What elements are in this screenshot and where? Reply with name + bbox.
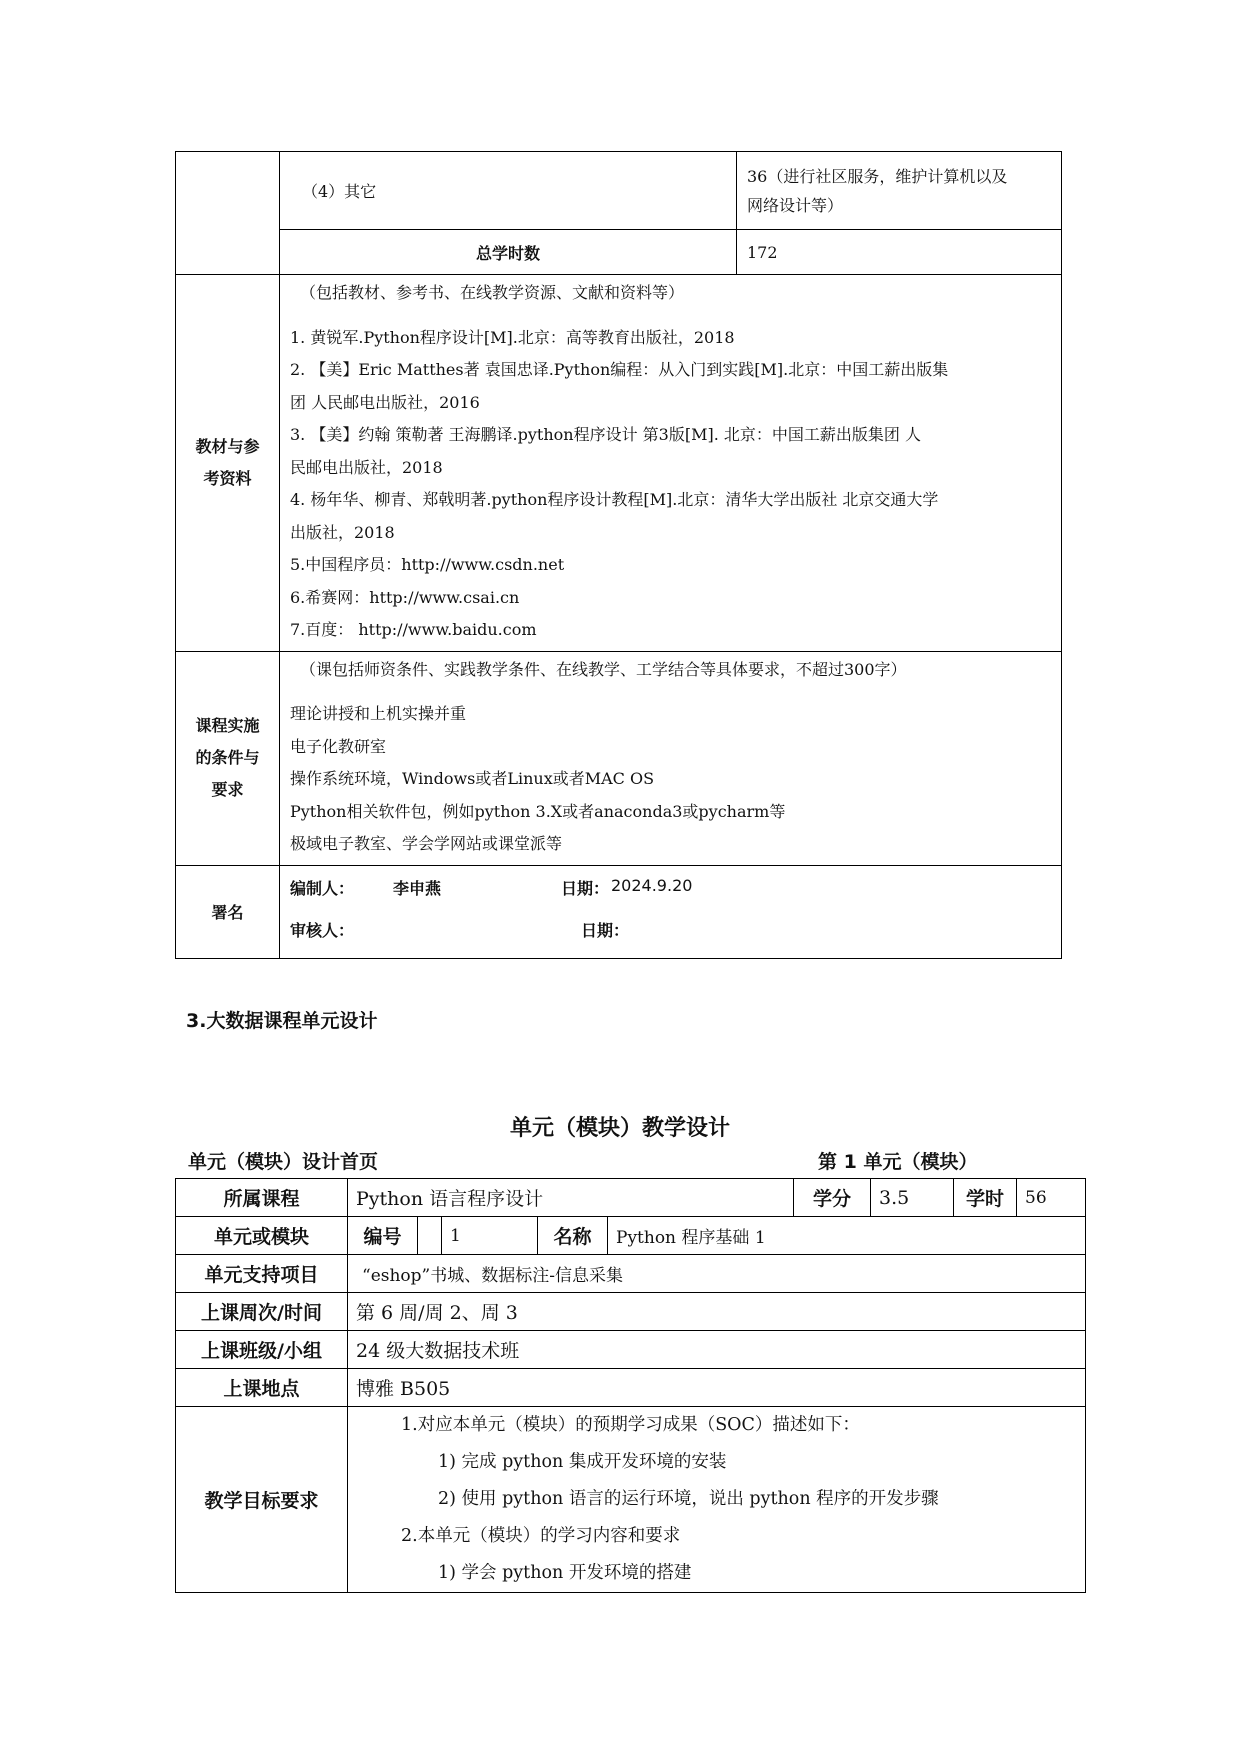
goals-line: 1) 完成 python 集成开发环境的安装	[438, 1452, 727, 1472]
materials-hint: （包括教材、参考书、在线教学资源、文献和资料等）	[300, 283, 685, 302]
goals-line: 1) 学会 python 开发环境的搭建	[438, 1563, 692, 1583]
credit-value: 3.5	[871, 1179, 954, 1217]
hours-label: 学时	[954, 1179, 1017, 1217]
conditions-hint: （课包括师资条件、实践教学条件、在线教学、工学结合等具体要求，不超过300字）	[300, 659, 907, 679]
editor-name: 李申燕	[393, 878, 442, 898]
reference-item: 7.百度： http://www.baidu.com	[290, 620, 537, 639]
conditions-label: 课程实施 的条件与 要求	[176, 651, 280, 865]
total-hours-label: 总学时数	[280, 230, 737, 275]
other-value: 36（进行社区服务，维护计算机以及 网络设计等）	[737, 152, 1062, 230]
goals-line: 1.对应本单元（模块）的预期学习成果（SOC）描述如下：	[401, 1415, 860, 1435]
reference-item: 出版社，2018	[290, 522, 395, 542]
course-info-table	[175, 151, 1062, 959]
reference-item: 1. 黄锐军.Python程序设计[M].北京：高等教育出版社，2018	[290, 327, 735, 347]
unit-title: 单元（模块）教学设计	[509, 1116, 730, 1141]
date-value: 2024.9.20	[611, 875, 693, 895]
reference-item: 3. 【美】约翰 策勒著 王海鹏译.python程序设计 第3版[M]. 北京：中国工薪出版集团 人	[290, 425, 921, 444]
reference-item: 团 人民邮电出版社，2016	[290, 392, 480, 412]
number-label: 编号	[348, 1217, 418, 1255]
section-heading: 3.大数据课程单元设计	[186, 1010, 378, 1032]
goals-content	[348, 1407, 1086, 1593]
number-value: 1	[442, 1217, 538, 1255]
project-value: “eshop”书城、数据标注-信息采集	[348, 1255, 1086, 1293]
course-value: Python 语言程序设计	[348, 1179, 794, 1217]
goals-line: 2.本单元（模块）的学习内容和要求	[401, 1526, 681, 1546]
condition-item: 电子化教研室	[290, 736, 387, 756]
reference-item: 6.希赛网：http://www.csai.cn	[290, 587, 520, 607]
number-spacer	[418, 1217, 442, 1255]
sign-content	[280, 865, 1062, 958]
name-value: Python 程序基础 1	[608, 1217, 1086, 1255]
reference-item: 4. 杨年华、柳青、郑戟明著.python程序设计教程[M].北京：清华大学出版社 北京交通大学	[290, 490, 939, 509]
week-label: 上课周次/时间	[176, 1293, 348, 1331]
goals-line: 2) 使用 python 语言的运行环境，说出 python 程序的开发步骤	[438, 1489, 939, 1509]
materials-content	[280, 275, 1062, 652]
condition-item: 理论讲授和上机实操并重	[290, 704, 467, 723]
reference-item: 民邮电出版社，2018	[290, 457, 443, 477]
reference-item: 2. 【美】Eric Matthes著 袁国忠译.Python编程：从入门到实践[M].北京：中国工薪出版集	[290, 360, 949, 379]
reference-item: 5.中国程序员：http://www.csdn.net	[290, 555, 565, 574]
credit-label: 学分	[794, 1179, 871, 1217]
goals-label: 教学目标要求	[176, 1407, 348, 1593]
date2-label: 日期：	[581, 920, 630, 940]
condition-item: 操作系统环境，Windows或者Linux或者MAC OS	[290, 769, 655, 788]
class-value: 24 级大数据技术班	[348, 1331, 1086, 1369]
week-value: 第 6 周/周 2、周 3	[348, 1293, 1086, 1331]
conditions-content	[280, 651, 1062, 865]
sign-label: 署名	[176, 865, 280, 958]
place-value: 博雅 B505	[348, 1369, 1086, 1407]
reviewer-label: 审核人：	[290, 920, 355, 940]
unit-label: 单元或模块	[176, 1217, 348, 1255]
condition-item: 极域电子教室、学会学网站或课堂派等	[290, 834, 563, 853]
class-label: 上课班级/小组	[176, 1331, 348, 1369]
unit-design-table	[175, 1178, 1086, 1593]
unit-subtitle-right: 第 1 单元（模块）	[818, 1151, 978, 1173]
hours-value: 56	[1017, 1179, 1086, 1217]
unit-subtitle-left: 单元（模块）设计首页	[188, 1151, 379, 1173]
course-label: 所属课程	[176, 1179, 348, 1217]
place-label: 上课地点	[176, 1369, 348, 1407]
editor-label: 编制人：	[290, 878, 355, 898]
other-label: （4）其它	[280, 152, 737, 230]
name-label: 名称	[538, 1217, 608, 1255]
total-hours-value: 172	[737, 230, 1062, 275]
condition-item: Python相关软件包，例如python 3.X或者anaconda3或pycharm等	[290, 801, 786, 821]
materials-label: 教材与参 考资料	[176, 275, 280, 652]
empty-label-cell	[176, 152, 280, 275]
date-label: 日期：	[561, 878, 610, 898]
project-label: 单元支持项目	[176, 1255, 348, 1293]
